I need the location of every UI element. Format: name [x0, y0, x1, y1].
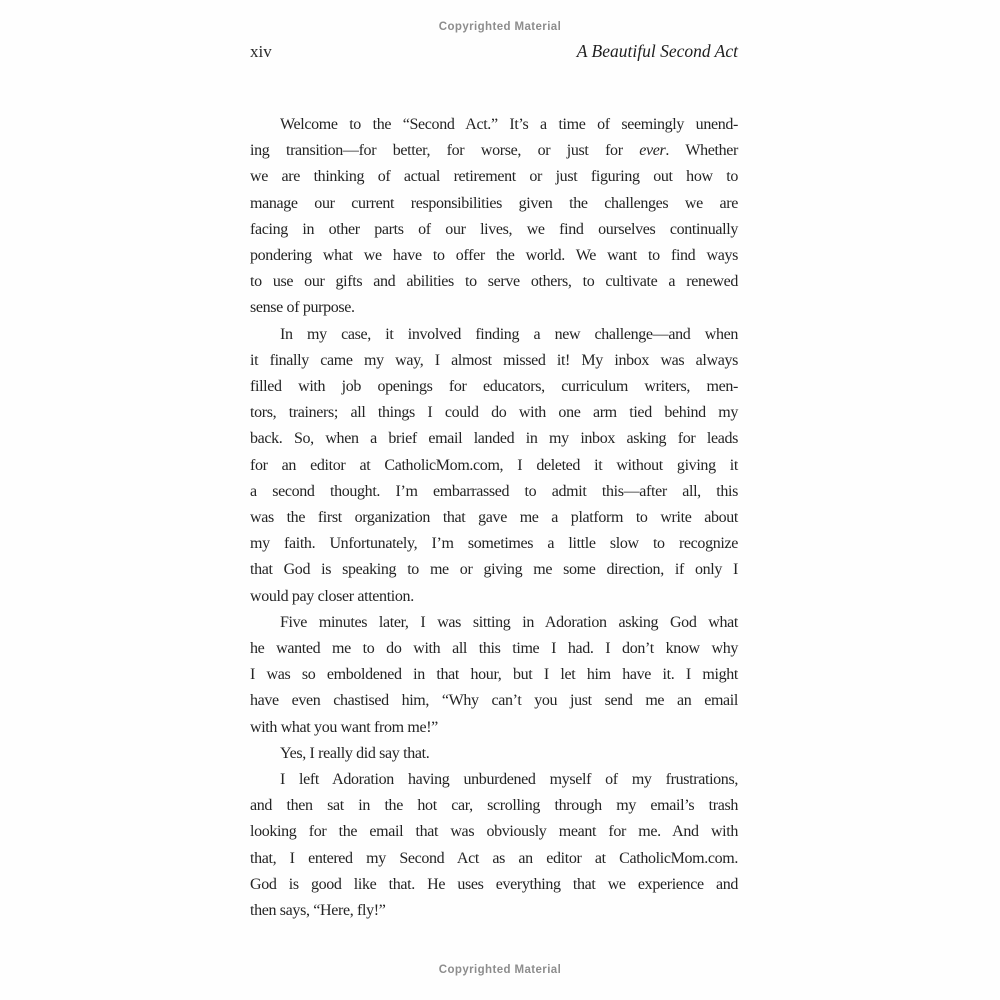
- body-paragraph: [250, 112, 738, 322]
- body-line: then says, “Here, fly!”: [250, 902, 386, 920]
- body-paragraph: [250, 322, 738, 610]
- body-line: have even chastised him, “Why can’t you just send me an email: [250, 692, 738, 710]
- body-line: we are thinking of actual retirement or just figuring out how to: [250, 168, 738, 186]
- body-line: filled with job openings for educators, curriculum writers, men-: [250, 378, 738, 396]
- copyright-watermark-bottom: Copyrighted Material: [438, 964, 562, 976]
- body-line: for an editor at CatholicMom.com, I deleted it without giving it: [250, 456, 738, 474]
- body-line: sense of purpose.: [250, 299, 355, 317]
- copyright-watermark-top: Copyrighted Material: [438, 21, 562, 33]
- body-line: manage our current responsibilities given the challenges we are: [250, 194, 738, 212]
- body-line: with what you want from me!”: [250, 718, 438, 736]
- running-header: [250, 41, 738, 62]
- running-title: A Beautiful Second Act: [576, 41, 738, 61]
- body-line: pondering what we have to offer the world. We want to find ways: [250, 247, 738, 265]
- body-line: God is good like that. He uses everything that we experience and: [250, 875, 738, 893]
- body-line: to use our gifts and abilities to serve others, to cultivate a renewed: [250, 273, 738, 291]
- body-paragraph: [250, 741, 738, 767]
- page-number: xiv: [250, 42, 272, 61]
- body-paragraph: [250, 767, 738, 924]
- body-line: In my case, it involved finding a new challenge—and when: [280, 325, 738, 343]
- body-line: he wanted me to do with all this time I had. I don’t know why: [250, 640, 738, 658]
- body-line: I was so emboldened in that hour, but I let him have it. I might: [250, 666, 738, 684]
- body-line: Five minutes later, I was sitting in Adoration asking God what: [280, 613, 738, 631]
- body-line: that God is speaking to me or giving me some direction, if only I: [250, 561, 738, 579]
- body-line: Welcome to the “Second Act.” It’s a time of seemingly unend-: [280, 116, 738, 133]
- body-line: it finally came my way, I almost missed it! My inbox was always: [250, 351, 738, 369]
- body-line: was the first organization that gave me a platform to write about: [250, 509, 738, 527]
- body-line: my faith. Unfortunately, I’m sometimes a little slow to recognize: [250, 535, 738, 553]
- body-line: that, I entered my Second Act as an editor at CatholicMom.com.: [250, 849, 738, 867]
- body-line: a second thought. I’m embarrassed to admit this—after all, this: [250, 482, 738, 500]
- body-line: back. So, when a brief email landed in my inbox asking for leads: [250, 430, 738, 448]
- body-line: ing transition—for better, for worse, or just for ever. Whether: [250, 142, 738, 160]
- body-line: Yes, I really did say that.: [280, 744, 430, 762]
- body-paragraph: [250, 610, 738, 741]
- body-line: looking for the email that was obviously meant for me. And with: [250, 823, 738, 841]
- body-line: and then sat in the hot car, scrolling through my email’s trash: [250, 797, 738, 815]
- body-text: [250, 112, 738, 924]
- body-line: facing in other parts of our lives, we find ourselves continually: [250, 220, 738, 238]
- body-line: I left Adoration having unburdened myself of my frustrations,: [280, 771, 738, 789]
- body-line: would pay closer attention.: [250, 587, 414, 605]
- body-line: tors, trainers; all things I could do with one arm tied behind my: [250, 404, 738, 422]
